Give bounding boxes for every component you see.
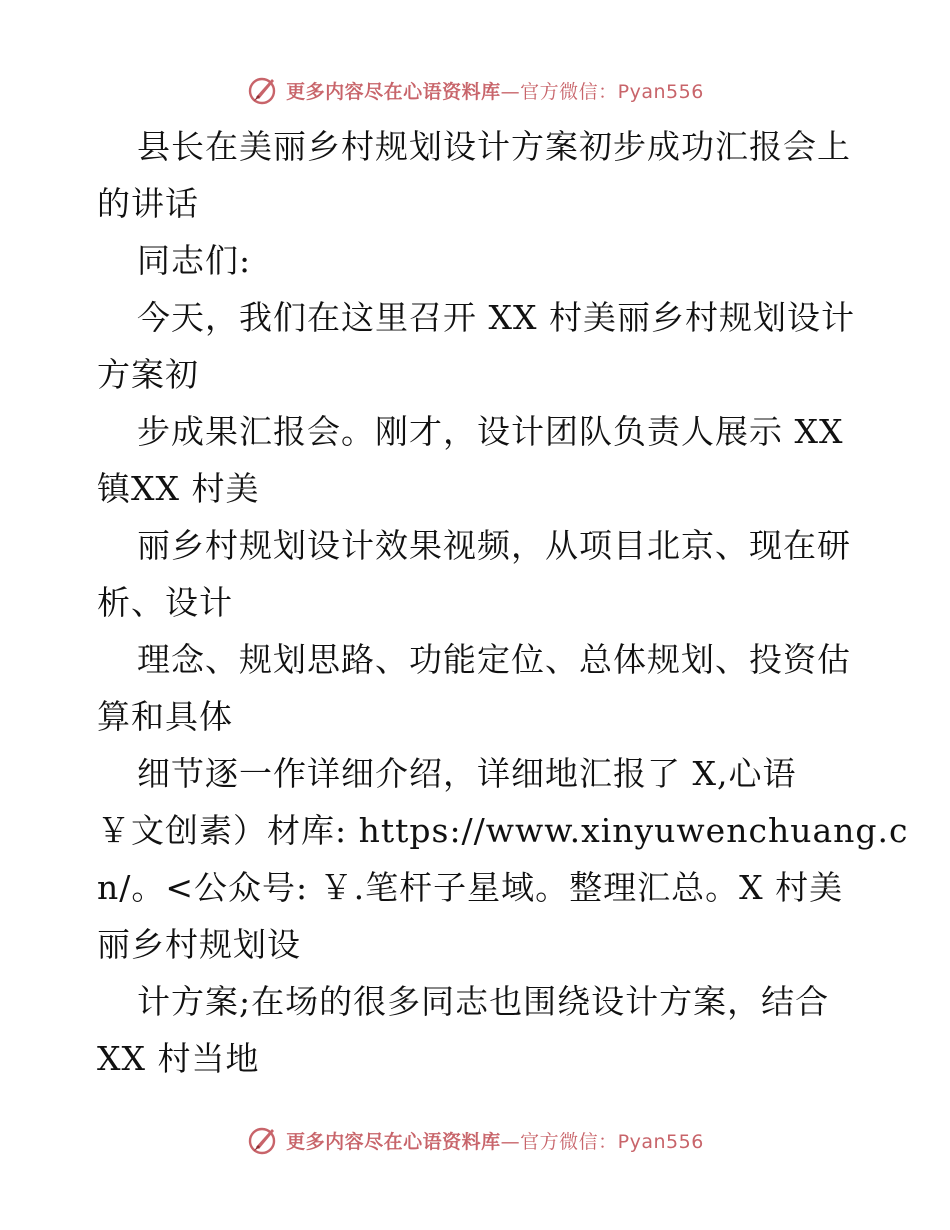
body-line: 析、设计 bbox=[97, 583, 233, 622]
footer-banner-wechat: —官方微信：Pyan556 bbox=[500, 1130, 704, 1153]
header-banner-text bbox=[286, 77, 704, 104]
header-banner-wechat: —官方微信：Pyan556 bbox=[500, 80, 704, 103]
body-line: 计方案;在场的很多同志也围绕设计方案，结合 bbox=[137, 982, 830, 1021]
footer-banner bbox=[0, 1120, 950, 1160]
body-line: 丽乡村规划设 bbox=[97, 925, 301, 964]
footer-banner-main: 更多内容尽在心语资料库 bbox=[286, 1130, 501, 1153]
body-line: 算和具体 bbox=[97, 697, 233, 736]
body-line: n/。<公众号: ￥.笔杆子星域。整理汇总。X 村美 bbox=[97, 868, 844, 907]
title-line-2: 的讲话 bbox=[97, 184, 199, 223]
body-line: 今天，我们在这里召开 XX 村美丽乡村规划设计 bbox=[137, 298, 855, 337]
footer-banner-text bbox=[286, 1127, 704, 1154]
body-line: 细节逐一作详细介绍，详细地汇报了 X,心语 bbox=[137, 754, 797, 793]
salutation: 同志们: bbox=[137, 241, 252, 280]
body-line: 理念、规划思路、功能定位、总体规划、投资估 bbox=[137, 640, 851, 679]
body-line: ￥文创素）材库: https://www.xinyuwenchuang.c bbox=[97, 811, 909, 850]
document-body bbox=[97, 118, 909, 1087]
body-line: 镇XX 村美 bbox=[97, 469, 260, 508]
body-line: 方案初 bbox=[97, 355, 199, 394]
body-line: 步成果汇报会。刚才，设计团队负责人展示 XX bbox=[137, 412, 844, 451]
quill-pen-logo-icon bbox=[246, 73, 280, 107]
title-line-1: 县长在美丽乡村规划设计方案初步成功汇报会上 bbox=[137, 127, 851, 166]
body-line: 丽乡村规划设计效果视频，从项目北京、现在研 bbox=[137, 526, 851, 565]
header-banner-main: 更多内容尽在心语资料库 bbox=[286, 80, 501, 103]
header-banner bbox=[0, 70, 950, 110]
quill-pen-logo-icon bbox=[246, 1123, 280, 1157]
body-line: XX 村当地 bbox=[97, 1039, 260, 1078]
